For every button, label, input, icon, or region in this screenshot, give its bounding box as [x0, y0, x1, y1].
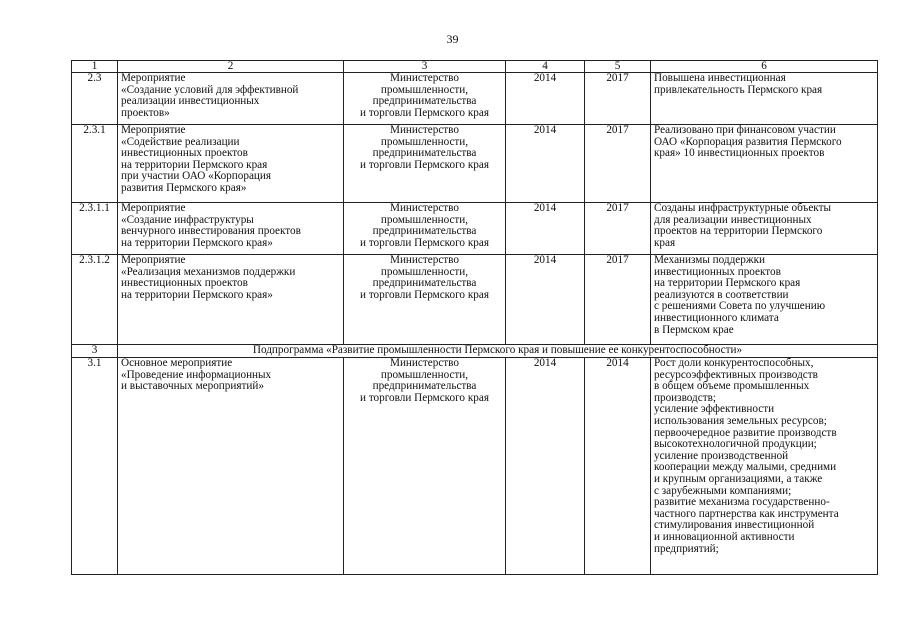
start-year: 2014	[506, 203, 585, 255]
col-header-4: 4	[506, 61, 585, 73]
col-header-6: 6	[651, 61, 878, 73]
measure-name: Мероприятие «Создание условий для эффективной реализации инвестиционных проектов»	[118, 73, 344, 125]
start-year: 2014	[506, 125, 585, 203]
table-row	[72, 125, 878, 203]
col-header-3: 3	[344, 61, 506, 73]
table-row	[72, 73, 878, 125]
start-year: 2014	[506, 358, 585, 575]
table-row	[72, 203, 878, 255]
table-row	[72, 358, 878, 575]
start-year: 2014	[506, 73, 585, 125]
row-number: 3.1	[72, 358, 118, 575]
measures-table	[71, 60, 878, 575]
table-row	[72, 255, 878, 345]
expected-result: Рост доли конкурентоспособных, ресурсоэффективных производств в общем объеме промышленных производств; усиление эффективности использования земельных ресурсов; первоочередное развитие производств высокотехнологичной продукции; усиление производственной кооперации между малыми, средними и крупным организациями, а также с зарубежными компаниями; развитие механизма государственно- частного партнерства как инструмента стимулирования инвестиционной и инновационной активности предприятий;	[651, 358, 878, 575]
row-number: 2.3	[72, 73, 118, 125]
subprogram-row	[72, 345, 878, 358]
end-year: 2017	[585, 125, 651, 203]
col-header-5: 5	[585, 61, 651, 73]
measure-name: Мероприятие «Реализация механизмов поддержки инвестиционных проектов на территории Пермского края»	[118, 255, 344, 345]
start-year: 2014	[506, 255, 585, 345]
executor: Министерство промышленности, предпринимательства и торговли Пермского края	[344, 255, 506, 345]
row-number: 2.3.1.2	[72, 255, 118, 345]
executor: Министерство промышленности, предпринимательства и торговли Пермского края	[344, 73, 506, 125]
executor: Министерство промышленности, предпринимательства и торговли Пермского края	[344, 203, 506, 255]
measure-name: Мероприятие «Содействие реализации инвестиционных проектов на территории Пермского края при участии ОАО «Корпорация развития Пермского края»	[118, 125, 344, 203]
col-header-1: 1	[72, 61, 118, 73]
executor: Министерство промышленности, предпринимательства и торговли Пермского края	[344, 125, 506, 203]
end-year: 2017	[585, 255, 651, 345]
page-number: 39	[446, 32, 459, 46]
subprogram-title: Подпрограмма «Развитие промышленности Пермского края и повышение ее конкурентоспособности»	[118, 345, 878, 358]
executor: Министерство промышленности, предпринимательства и торговли Пермского края	[344, 358, 506, 575]
header-row	[72, 61, 878, 73]
end-year: 2017	[585, 73, 651, 125]
expected-result: Созданы инфраструктурные объекты для реализации инвестиционных проектов на территории Пермского края	[651, 203, 878, 255]
row-number: 2.3.1	[72, 125, 118, 203]
col-header-2: 2	[118, 61, 344, 73]
end-year: 2014	[585, 358, 651, 575]
end-year: 2017	[585, 203, 651, 255]
expected-result: Повышена инвестиционная привлекательность Пермского края	[651, 73, 878, 125]
measure-name: Основное мероприятие «Проведение информационных и выставочных мероприятий»	[118, 358, 344, 575]
expected-result: Реализовано при финансовом участии ОАО «Корпорация развития Пермского края» 10 инвестиционных проектов	[651, 125, 878, 203]
row-number: 3	[72, 345, 118, 358]
expected-result: Механизмы поддержки инвестиционных проектов на территории Пермского края реализуются в соответствии с решениями Совета по улучшению инвестиционного климата в Пермском крае	[651, 255, 878, 345]
row-number: 2.3.1.1	[72, 203, 118, 255]
measure-name: Мероприятие «Создание инфраструктуры венчурного инвестирования проектов на территории Пермского края»	[118, 203, 344, 255]
